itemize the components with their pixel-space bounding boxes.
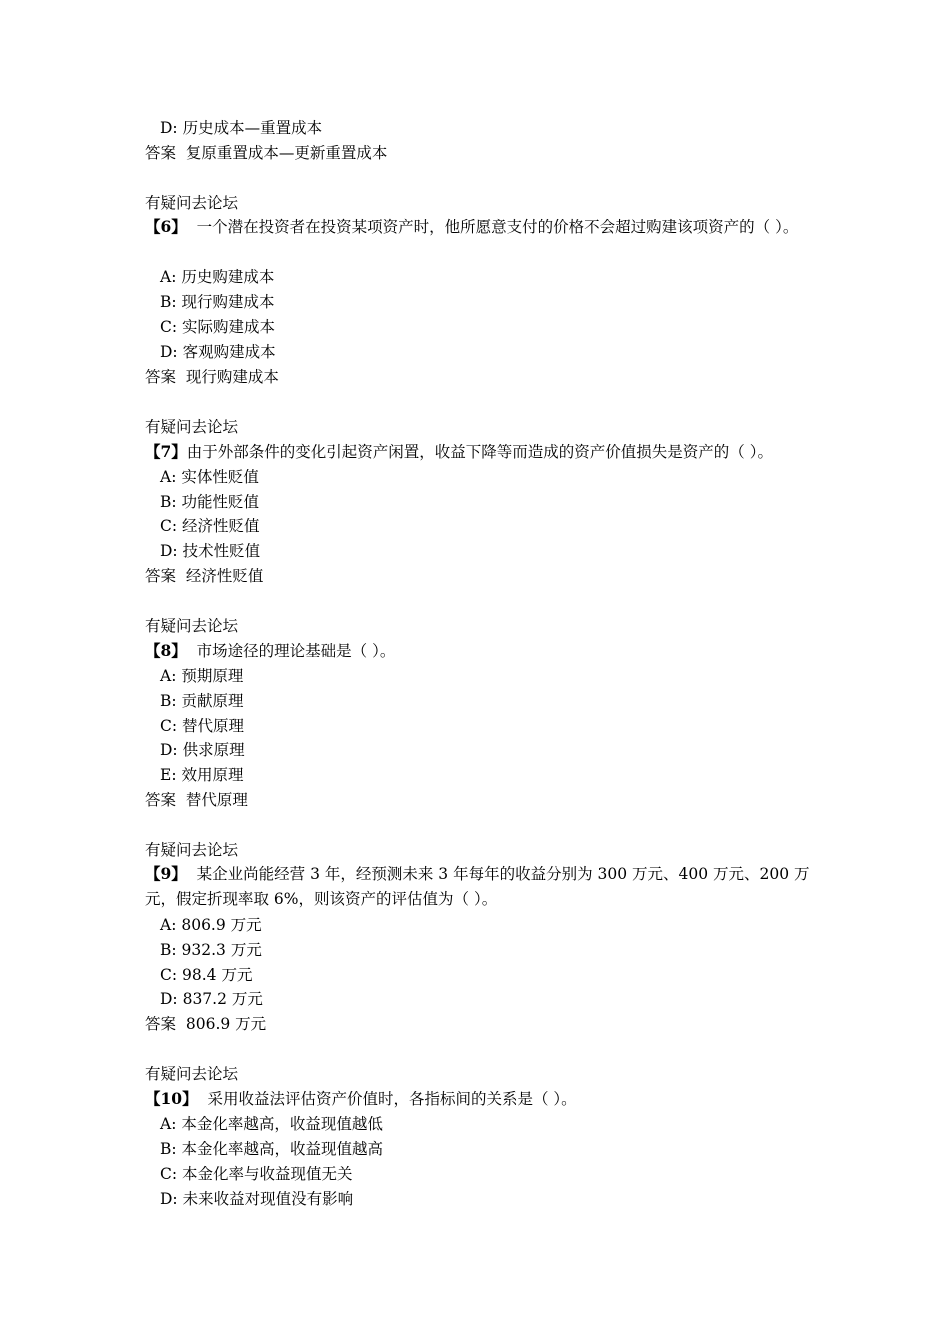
option-a: A: 本金化率越高，收益现值越低 (160, 1115, 383, 1133)
question-7 (145, 442, 815, 462)
answer-text: 现行购建成本 (185, 368, 279, 386)
option-d: D: 技术性贬值 (160, 542, 261, 560)
option-c: C: 实际购建成本 (160, 318, 276, 336)
question-text: 由于外部条件的变化引起资产闲置，收益下降等而造成的资产价值损失是资产的（ ）。 (186, 443, 773, 461)
answer-label: 答案 (145, 144, 177, 162)
answer-text: 806.9 万元 (185, 1015, 267, 1033)
forum-link[interactable]: 有疑问去论坛 (145, 194, 239, 212)
option-a: A: 历史购建成本 (160, 268, 275, 286)
option-b: B: 贡献原理 (160, 692, 244, 710)
question-text: 采用收益法评估资产价值时，各指标间的关系是（ ）。 (207, 1090, 577, 1108)
answer-label: 答案 (145, 567, 177, 585)
forum-link[interactable]: 有疑问去论坛 (145, 1065, 239, 1083)
answer-label: 答案 (145, 368, 177, 386)
option-e: E: 效用原理 (160, 766, 244, 784)
option-c: C: 经济性贬值 (160, 517, 260, 535)
option-c: C: 替代原理 (160, 717, 245, 735)
question-text: 市场途径的理论基础是（ ）。 (196, 642, 396, 660)
option-b: B: 现行购建成本 (160, 293, 275, 311)
option-d: D: 客观购建成本 (160, 343, 276, 361)
option-a: A: 实体性贬值 (160, 468, 259, 486)
question-number: 【10】 (145, 1089, 198, 1108)
answer-line (145, 367, 815, 387)
answer-line (145, 143, 815, 163)
question-text: 某企业尚能经营 3 年，经预测未来 3 年每年的收益分别为 300 万元、400 万元、200 万元，假定折现率取 6%，则该资产的评估值为（ ）。 (145, 865, 810, 908)
question-10 (145, 1089, 815, 1109)
option-b: B: 功能性贬值 (160, 493, 260, 511)
forum-link[interactable]: 有疑问去论坛 (145, 841, 239, 859)
option-b: B: 932.3 万元 (160, 941, 262, 959)
option-c: C: 98.4 万元 (160, 966, 253, 984)
option-c: C: 本金化率与收益现值无关 (160, 1165, 353, 1183)
answer-label: 答案 (145, 791, 177, 809)
option-d: D: 历史成本—重置成本 (160, 119, 323, 137)
question-number: 【7】 (145, 442, 187, 461)
question-number: 【6】 (145, 217, 187, 236)
answer-text: 经济性贬值 (185, 567, 264, 585)
option-d: D: 供求原理 (160, 741, 245, 759)
question-9 (145, 862, 815, 912)
answer-line (145, 790, 815, 810)
option-d: D: 未来收益对现值没有影响 (160, 1190, 354, 1208)
answer-text: 替代原理 (185, 791, 248, 809)
question-text: 一个潜在投资者在投资某项资产时，他所愿意支付的价格不会超过购建该项资产的（ ）。 (196, 218, 799, 236)
question-number: 【9】 (145, 864, 187, 883)
question-6 (145, 215, 815, 240)
answer-line (145, 566, 815, 586)
answer-line (145, 1014, 815, 1034)
forum-link[interactable]: 有疑问去论坛 (145, 418, 239, 436)
answer-label: 答案 (145, 1015, 177, 1033)
option-a: A: 预期原理 (160, 667, 244, 685)
answer-text: 复原重置成本—更新重置成本 (185, 144, 388, 162)
forum-link[interactable]: 有疑问去论坛 (145, 617, 239, 635)
question-number: 【8】 (145, 641, 187, 660)
option-b: B: 本金化率越高，收益现值越高 (160, 1140, 384, 1158)
question-8 (145, 641, 815, 661)
option-a: A: 806.9 万元 (160, 916, 262, 934)
option-d: D: 837.2 万元 (160, 990, 263, 1008)
